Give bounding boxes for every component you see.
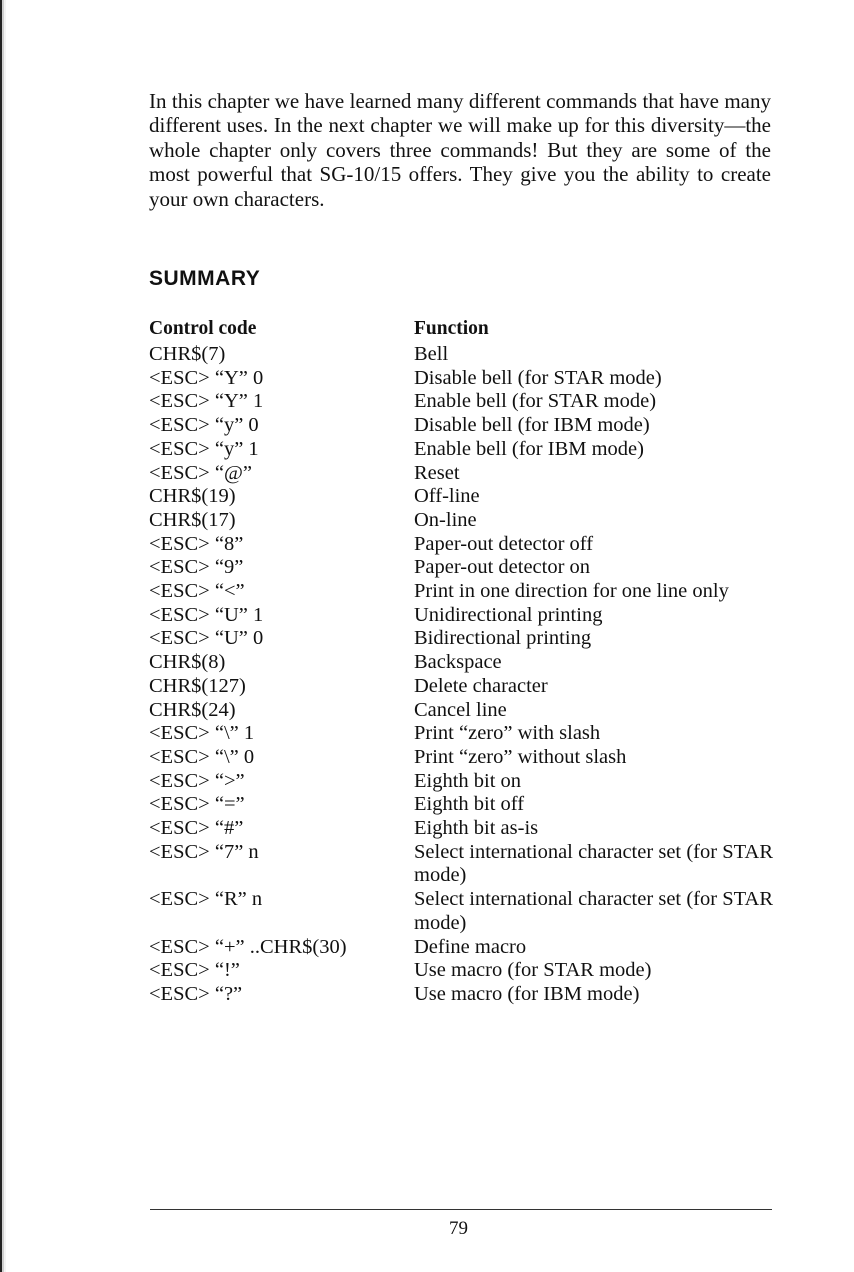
function-cell: Print “zero” with slash [414, 722, 601, 745]
control-code-cell: <ESC> “=” [149, 793, 245, 816]
intro-paragraph: In this chapter we have learned many different commands that have many different uses. In the next chapter we will make up for this diversity—the whole chapter only covers three commands! But they are some of the most powerful that SG-10/15 offers. They give you the ability to create your own characters. [149, 89, 771, 211]
summary-row [149, 556, 773, 580]
page-number: 79 [449, 1218, 468, 1239]
summary-row [149, 793, 773, 817]
function-cell: Use macro (for IBM mode) [414, 982, 640, 1005]
function-cell: Print “zero” without slash [414, 745, 627, 768]
control-code-cell: <ESC> “y” 1 [149, 437, 259, 460]
function-cell: Select international character set (for STAR mode) [414, 840, 773, 887]
function-cell: Paper-out detector off [414, 532, 594, 555]
summary-row [149, 675, 773, 699]
control-code-cell: <ESC> “>” [149, 769, 245, 792]
control-code-cell: <ESC> “#” [149, 817, 244, 840]
function-cell: Print in one direction for one line only [414, 580, 729, 603]
summary-row [149, 936, 773, 960]
function-cell: Bell [414, 343, 449, 365]
function-cell: Use macro (for STAR mode) [414, 959, 652, 982]
summary-row [149, 462, 773, 486]
function-cell: Eighth bit on [414, 769, 522, 792]
summary-row [149, 533, 773, 557]
control-code-column-header: Control code [149, 318, 257, 339]
footer-rule [150, 1209, 772, 1210]
control-code-cell: <ESC> “U” 1 [149, 603, 264, 626]
control-code-cell: <ESC> “8” [149, 532, 244, 555]
control-code-cell: CHR$(24) [149, 698, 236, 721]
control-code-cell: <ESC> “!” [149, 959, 240, 982]
function-cell: Unidirectional printing [414, 603, 603, 626]
summary-row [149, 438, 773, 462]
control-code-cell: <ESC> “R” n [149, 888, 263, 911]
summary-row [149, 627, 773, 651]
control-code-cell: <ESC> “\” 0 [149, 745, 255, 768]
summary-row [149, 817, 773, 841]
summary-table [149, 343, 773, 1007]
control-code-cell: CHR$(19) [149, 485, 236, 508]
function-cell: Off-line [414, 485, 480, 508]
summary-row [149, 580, 773, 604]
function-cell: Bidirectional printing [414, 627, 592, 650]
summary-row [149, 367, 773, 391]
function-cell: Eighth bit as-is [414, 817, 539, 840]
control-code-cell: <ESC> “?” [149, 982, 243, 1005]
control-code-cell: <ESC> “7” n [149, 840, 259, 863]
control-code-cell: <ESC> “@” [149, 461, 252, 484]
control-code-cell: <ESC> “U” 0 [149, 627, 264, 650]
function-cell: On-line [414, 508, 477, 531]
function-cell: Backspace [414, 651, 502, 674]
summary-row [149, 509, 773, 533]
summary-row [149, 959, 773, 983]
control-code-cell: CHR$(7) [149, 343, 226, 365]
control-code-cell: CHR$(127) [149, 674, 246, 697]
function-cell: Select international character set (for STAR mode) [414, 888, 773, 934]
control-code-cell: <ESC> “y” 0 [149, 414, 259, 437]
summary-row [149, 414, 773, 438]
function-cell: Paper-out detector on [414, 556, 591, 579]
control-code-cell: <ESC> “Y” 1 [149, 390, 264, 413]
control-code-cell: <ESC> “9” [149, 556, 244, 579]
summary-row [149, 604, 773, 628]
control-code-cell: <ESC> “+” ..CHR$(30) [149, 935, 347, 958]
summary-row [149, 983, 773, 1007]
summary-row [149, 888, 773, 935]
function-cell: Cancel line [414, 698, 507, 721]
summary-row [149, 746, 773, 770]
function-cell: Enable bell (for IBM mode) [414, 437, 644, 460]
summary-row [149, 841, 773, 888]
function-cell: Disable bell (for STAR mode) [414, 366, 662, 389]
summary-row [149, 722, 773, 746]
function-cell: Reset [414, 461, 460, 484]
control-code-cell: CHR$(8) [149, 651, 226, 674]
page-spine-edge [0, 0, 6, 1272]
summary-row [149, 343, 773, 367]
summary-row [149, 485, 773, 509]
summary-row [149, 390, 773, 414]
function-cell: Eighth bit off [414, 793, 525, 816]
summary-row [149, 770, 773, 794]
summary-heading: SUMMARY [149, 267, 261, 290]
function-cell: Enable bell (for STAR mode) [414, 390, 657, 413]
control-code-cell: <ESC> “<” [149, 580, 245, 603]
control-code-cell: <ESC> “\” 1 [149, 722, 255, 745]
control-code-cell: CHR$(17) [149, 508, 236, 531]
summary-row [149, 651, 773, 675]
function-cell: Disable bell (for IBM mode) [414, 414, 650, 437]
control-code-cell: <ESC> “Y” 0 [149, 366, 264, 389]
function-cell: Delete character [414, 674, 548, 697]
function-cell: Define macro [414, 935, 527, 958]
function-column-header: Function [414, 318, 489, 339]
summary-row [149, 699, 773, 723]
